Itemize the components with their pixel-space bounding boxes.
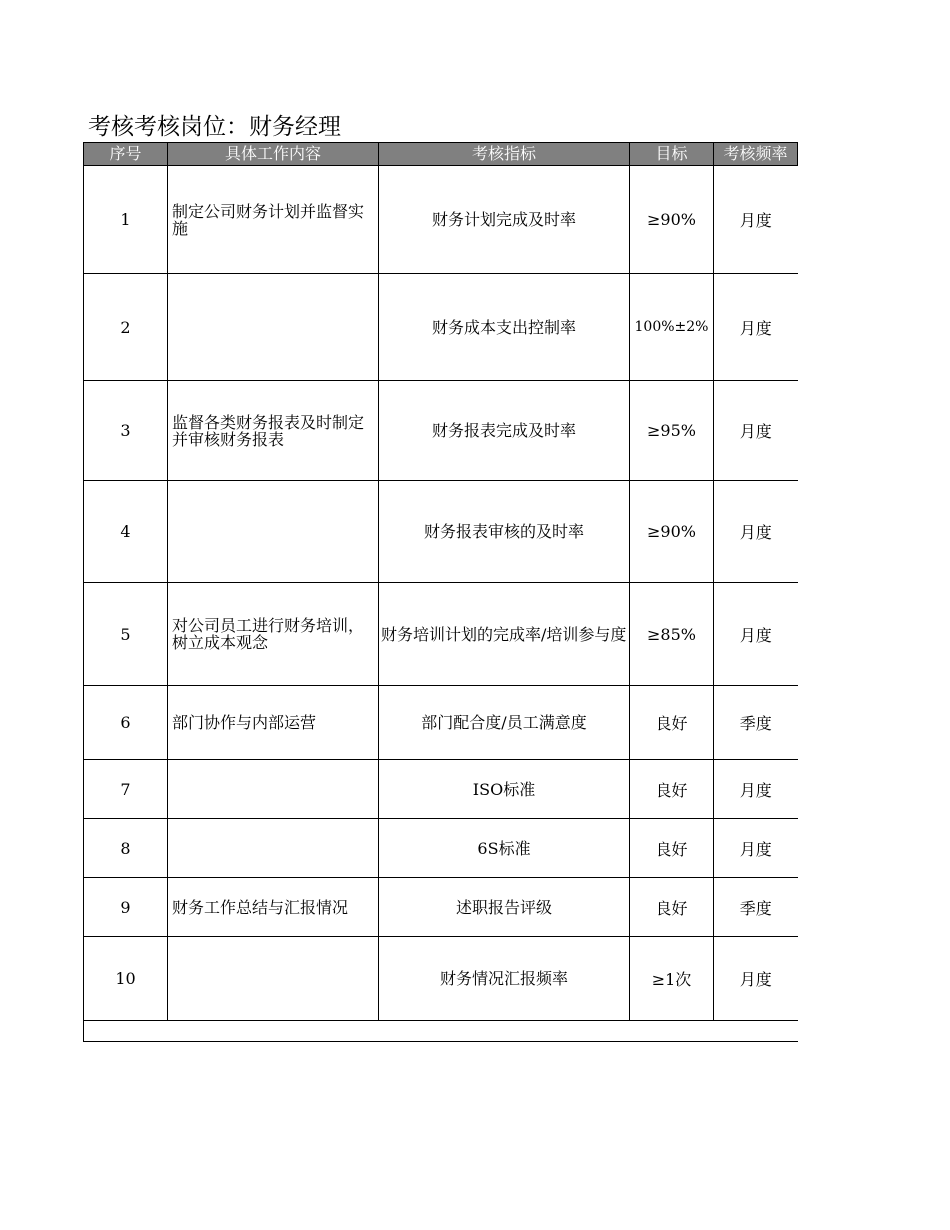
cell-num: 3 — [84, 381, 168, 481]
table-row — [84, 583, 798, 686]
cell-frequency: 月度 — [714, 274, 798, 381]
header-content: 具体工作内容 — [168, 143, 379, 166]
cell-indicator: 6S标准 — [379, 819, 630, 878]
cell-frequency: 月度 — [714, 381, 798, 481]
cell-content: 财务工作总结与汇报情况 — [168, 878, 379, 937]
cell-indicator: 财务成本支出控制率 — [379, 274, 630, 381]
table-row — [84, 481, 798, 583]
cell-content — [168, 819, 379, 878]
cell-frequency: 月度 — [714, 819, 798, 878]
cell-target: ≥90% — [630, 166, 714, 274]
table-row — [84, 937, 798, 1021]
cell-content: 监督各类财务报表及时制定并审核财务报表 — [168, 381, 379, 481]
cell-frequency: 月度 — [714, 760, 798, 819]
table-row — [84, 274, 798, 381]
header-num: 序号 — [84, 143, 168, 166]
cell-target: ≥90% — [630, 481, 714, 583]
table-row — [84, 686, 798, 760]
header-row — [84, 143, 798, 166]
cell-target: ≥1次 — [630, 937, 714, 1021]
cell-target: 良好 — [630, 878, 714, 937]
cell-frequency: 季度 — [714, 878, 798, 937]
assessment-table — [83, 142, 798, 1042]
cell-content: 制定公司财务计划并监督实施 — [168, 166, 379, 274]
table-row — [84, 878, 798, 937]
cell-target: 良好 — [630, 760, 714, 819]
table-row — [84, 760, 798, 819]
cell-target: ≥85% — [630, 583, 714, 686]
cell-indicator: 述职报告评级 — [379, 878, 630, 937]
cell-target: 良好 — [630, 686, 714, 760]
table-row — [84, 166, 798, 274]
cell-target: 100%±2% — [630, 274, 714, 381]
table-row — [84, 381, 798, 481]
cell-frequency: 月度 — [714, 583, 798, 686]
cell-content — [168, 274, 379, 381]
cell-indicator: 部门配合度/员工满意度 — [379, 686, 630, 760]
cell-indicator: 财务培训计划的完成率/培训参与度 — [379, 583, 630, 686]
cell-num: 6 — [84, 686, 168, 760]
cell-content: 对公司员工进行财务培训，树立成本观念 — [168, 583, 379, 686]
cell-frequency: 月度 — [714, 481, 798, 583]
cell-num: 5 — [84, 583, 168, 686]
cell-indicator: ISO标准 — [379, 760, 630, 819]
table-row — [84, 819, 798, 878]
cell-num: 8 — [84, 819, 168, 878]
header-indicator: 考核指标 — [379, 143, 630, 166]
page-title: 考核考核岗位：财务经理 — [88, 114, 341, 140]
cell-content — [168, 481, 379, 583]
footer-cell — [84, 1021, 798, 1042]
cell-frequency: 月度 — [714, 166, 798, 274]
cell-num: 9 — [84, 878, 168, 937]
cell-content — [168, 937, 379, 1021]
cell-num: 10 — [84, 937, 168, 1021]
cell-target: 良好 — [630, 819, 714, 878]
cell-target: ≥95% — [630, 381, 714, 481]
cell-num: 1 — [84, 166, 168, 274]
cell-indicator: 财务报表审核的及时率 — [379, 481, 630, 583]
cell-frequency: 季度 — [714, 686, 798, 760]
header-target: 目标 — [630, 143, 714, 166]
cell-indicator: 财务情况汇报频率 — [379, 937, 630, 1021]
cell-indicator: 财务计划完成及时率 — [379, 166, 630, 274]
header-frequency: 考核频率 — [714, 143, 798, 166]
cell-content: 部门协作与内部运营 — [168, 686, 379, 760]
table-footer-row — [84, 1021, 798, 1042]
cell-num: 7 — [84, 760, 168, 819]
cell-num: 2 — [84, 274, 168, 381]
cell-indicator: 财务报表完成及时率 — [379, 381, 630, 481]
cell-content — [168, 760, 379, 819]
cell-num: 4 — [84, 481, 168, 583]
cell-frequency: 月度 — [714, 937, 798, 1021]
